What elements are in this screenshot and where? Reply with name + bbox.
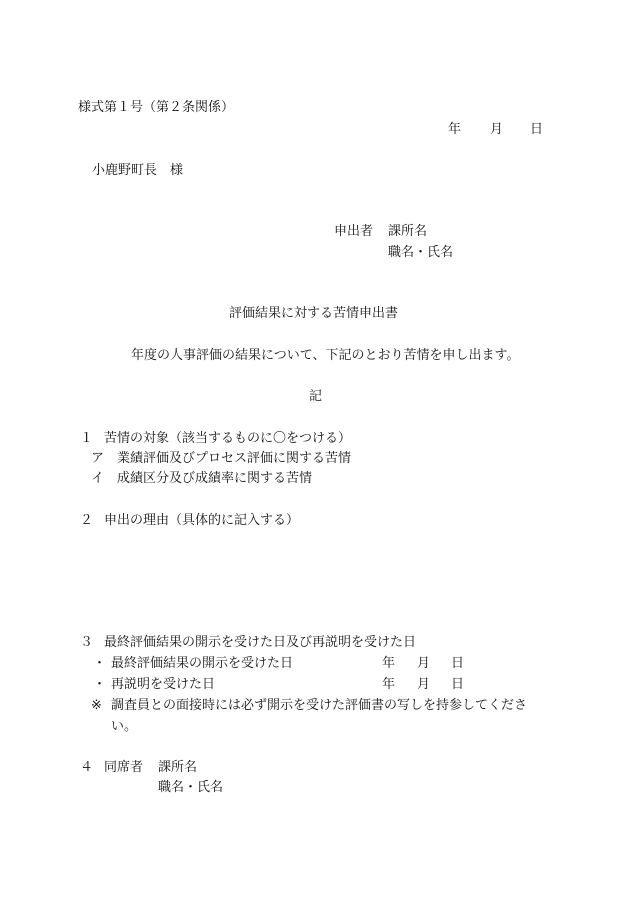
option-a-marker: ア: [91, 451, 105, 466]
note-line-1: 調査員との面接時には必ず開示を受けた評価書の写しを持参してくださ: [111, 698, 528, 713]
option-i-marker: イ: [91, 471, 105, 486]
section-4-number: ４: [80, 760, 94, 775]
re-explanation-year-label: 年: [382, 677, 396, 692]
disclosure-date-label: 最終評価結果の開示を受けた日: [111, 656, 294, 671]
ki-marker: 記: [309, 389, 323, 404]
date-day-label: 日: [530, 122, 544, 137]
note-line-2: い。: [111, 719, 138, 734]
attendee-label: 同席者: [104, 760, 144, 775]
form-number: 様式第１号（第２条関係）: [78, 100, 235, 115]
addressee: 小鹿野町長 様: [92, 163, 184, 178]
attendee-department-label: 課所名: [158, 760, 198, 775]
option-a-text: 業績評価及びプロセス評価に関する苦情: [117, 451, 352, 466]
re-explanation-day-label: 日: [451, 677, 465, 692]
section-1-number: １: [80, 431, 94, 446]
date-year-label: 年: [448, 122, 462, 137]
item-bullet: ・: [93, 656, 107, 671]
disclosure-month-label: 月: [417, 656, 431, 671]
section-3-number: ３: [80, 635, 94, 650]
item-bullet: ・: [93, 677, 107, 692]
section-1-heading: 苦情の対象（該当するものに〇をつける）: [104, 431, 352, 446]
note-mark: ※: [91, 698, 102, 713]
re-explanation-month-label: 月: [417, 677, 431, 692]
intro-text: 年度の人事評価の結果について、下記のとおり苦情を申し出ます。: [131, 348, 520, 363]
applicant-title-name-label: 職名・氏名: [388, 245, 454, 260]
disclosure-year-label: 年: [382, 656, 396, 671]
applicant-department-label: 課所名: [388, 224, 428, 239]
section-3-heading: 最終評価結果の開示を受けた日及び再説明を受けた日: [104, 635, 417, 650]
section-2-heading: 申出の理由（具体的に記入する）: [104, 513, 300, 528]
option-i-text: 成績区分及び成績率に関する苦情: [117, 471, 313, 486]
re-explanation-date-label: 再説明を受けた日: [111, 677, 216, 692]
date-month-label: 月: [490, 122, 504, 137]
document-title: 評価結果に対する苦情申出書: [229, 306, 399, 321]
applicant-label: 申出者: [334, 224, 374, 239]
attendee-title-name-label: 職名・氏名: [158, 780, 224, 795]
section-2-number: ２: [80, 513, 94, 528]
disclosure-day-label: 日: [451, 656, 465, 671]
